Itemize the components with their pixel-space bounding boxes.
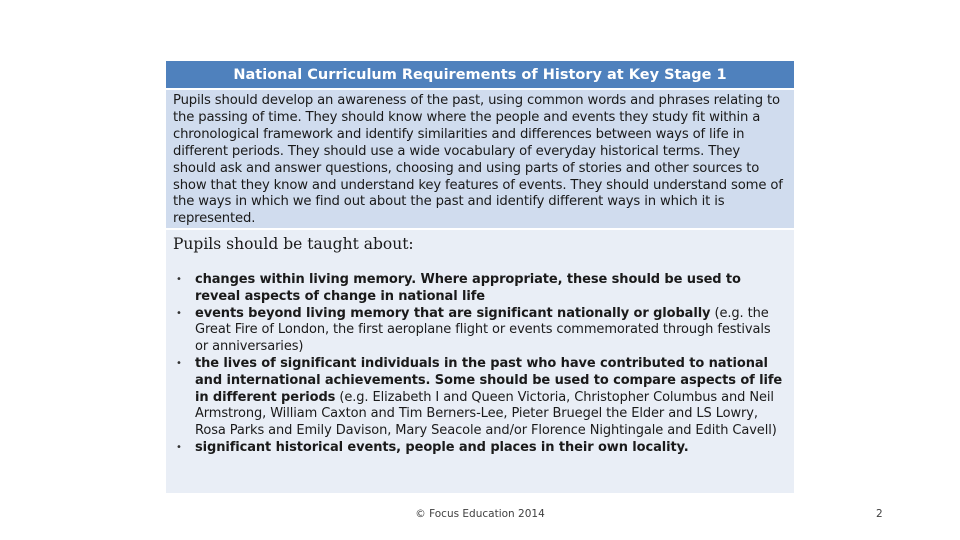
taught-heading: Pupils should be taught about: <box>173 235 414 253</box>
copyright-footer: © Focus Education 2014 <box>415 508 545 520</box>
list-item <box>173 306 786 356</box>
table-title: National Curriculum Requirements of History at Key Stage 1 <box>233 66 727 83</box>
taught-list <box>173 272 786 457</box>
item-text: (e.g. Elizabeth I and Queen Victoria, Christopher Columbus and Neil Armstrong, William Caxton and Tim Berners-Lee, Pieter Bruegel the Elder and LS Lowry, Rosa Parks and Emily Davison, Mary Seacole and/or Florence Nightingale and Edith Cavell) <box>195 389 777 439</box>
intro-cell <box>166 90 794 230</box>
intro-text: Pupils should develop an awareness of the past, using common words and phrases relating to the passing of time. They should know where the people and events they study fit within a chronological framework and identify similarities and differences between ways of life in different periods. They should use a wide vocabulary of everyday historical terms. They should ask and answer questions, choosing and using parts of stories and other sources to show that they know and understand key features of events. They should understand some of the ways in which we find out about the past and identify different ways in which it is represented. <box>173 93 783 227</box>
curriculum-table <box>166 61 794 493</box>
list-item <box>173 440 786 457</box>
taught-cell <box>166 230 794 493</box>
bullet-icon: • <box>176 307 182 319</box>
item-bold-text: events beyond living memory that are significant nationally or globally <box>195 305 711 321</box>
item-bold-text: changes within living memory. Where appropriate, these should be used to reveal aspects of change in national life <box>195 272 741 304</box>
list-item <box>173 272 786 306</box>
bullet-icon: • <box>176 357 182 369</box>
item-bold-text: the lives of significant individuals in the past who have contributed to national and international achievements. Some should be used to compare aspects of life in different periods <box>195 355 783 405</box>
list-item <box>173 356 786 440</box>
page-number: 2 <box>876 508 883 520</box>
item-text: (e.g. the Great Fire of London, the first aeroplane flight or events commemorated through festivals or anniversaries) <box>195 305 771 355</box>
item-bold-text: significant historical events, people and places in their own locality. <box>195 439 689 455</box>
table-header <box>166 61 794 90</box>
bullet-icon: • <box>176 441 182 453</box>
bullet-icon: • <box>176 274 182 285</box>
